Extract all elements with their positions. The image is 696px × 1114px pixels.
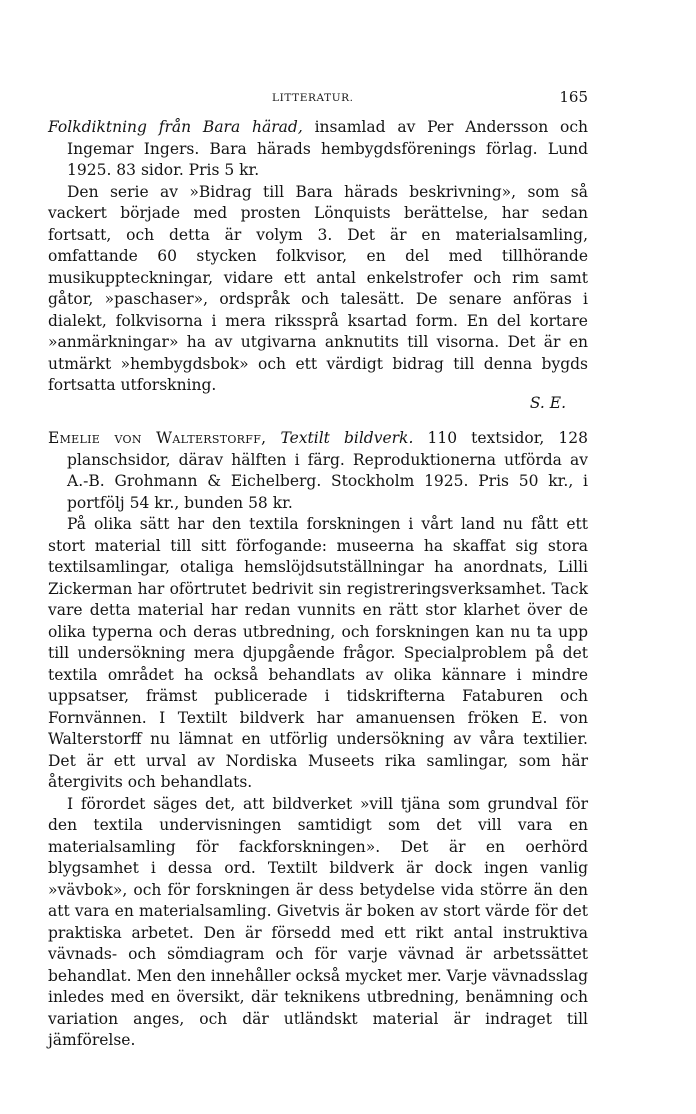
- running-title: LITTERATUR.: [272, 92, 354, 104]
- book-author: Emelie von Walterstorff,: [48, 429, 267, 447]
- running-header: [48, 88, 588, 108]
- review-paragraph: Den serie av »Bidrag till Bara härads beskrivning», som så vackert började med prosten Lönquists berättelse, har sedan fortsatt, och detta är volym 3. Det är en materialsamling, omfattande 60 stycken folkvisor, en del med tillhörande musikuppteckningar, vidare ett antal enkelstrofer och rim samt gåtor, »paschaser», ordspråk och talesätt. De senare anföras i dialekt, folkvisorna i mera rikssprå ksartad form. En del kortare »anmärkningar» ha av utgivarna anknutits till visorna. Det är en utmärkt »hembygdsbok» och ett värdigt bidrag till denna bygds fortsatta utforskning.: [48, 182, 588, 394]
- book-title: Textilt bildverk.: [280, 429, 414, 447]
- entry-details: 110 textsidor, 128 planschsidor, därav hälften i färg. Reproduktionerna utförda av A.-B. Grohmann & Eichelberg. Stockholm 1925. Pris 50 kr., i portfölj 54 kr., bunden 58 kr.: [67, 429, 589, 512]
- book-title: Folkdiktning från Bara härad,: [48, 118, 303, 136]
- reviewer-signature: S. E.: [529, 393, 566, 412]
- bibliographic-entry: [48, 117, 588, 182]
- review-textilt-bildverk: [48, 428, 588, 1052]
- review-paragraph: På olika sätt har den textila forskningen i vårt land nu fått ett stort material till sitt förfogande: museerna ha skaffat sig stora textilsamlingar, otaliga hemslöjdsutställningar ha anordnats, Lilli Zickerman har oförtrutet bedrivit sin registreringsverksamhet. Tack vare detta material har redan vunnits en rätt stor klarhet över de olika typerna och deras utbredning, och forskningen kan nu ta upp till undersökning mera djupgående frågor. Specialproblem på det textila området ha också behandlats av olika kännare i mindre uppsatser, främst publicerade i tidskrifterna Fataburen och Fornvännen. I Textilt bildverk har amanuensen fröken E. von Walterstorff nu lämnat en utförlig undersökning av våra textilier. Det är ett urval av Nordiska Museets rika samlingar, som här återgivits och behandlats.: [48, 515, 588, 791]
- review-folkdiktning: [48, 117, 588, 414]
- entry-details: insamlad av Per Andersson och Ingemar Ingers. Bara härads hembygdsförenings förlag. Lund 1925. 83 sidor. Pris 5 kr.: [67, 118, 588, 179]
- page-body: [48, 117, 588, 1052]
- review-paragraph: I förordet säges det, att bildverket »vill tjäna som grundval för den textila undervisningen samtidigt som det vill vara en materialsamling för fackforskningen». Det är en oerhörd blygsamhet i dessa ord. Textilt bildverk är dock ingen vanlig »vävbok», och för forskningen är dess betydelse vida större än den att vara en materialsamling. Givetvis är boken av stort värde för det praktiska arbetet. Den är försedd med ett rikt antal instruktiva vävnads- och sömdiagram och för varje vävnad är arbetssättet behandlat. Men den innehåller också mycket mer. Varje vävnadsslag inledes med en översikt, där teknikens utbredning, benämning och variation anges, och där utländskt material är indraget till jämförelse.: [48, 794, 588, 1049]
- page-number: 165: [559, 88, 588, 106]
- bibliographic-entry: [48, 428, 588, 514]
